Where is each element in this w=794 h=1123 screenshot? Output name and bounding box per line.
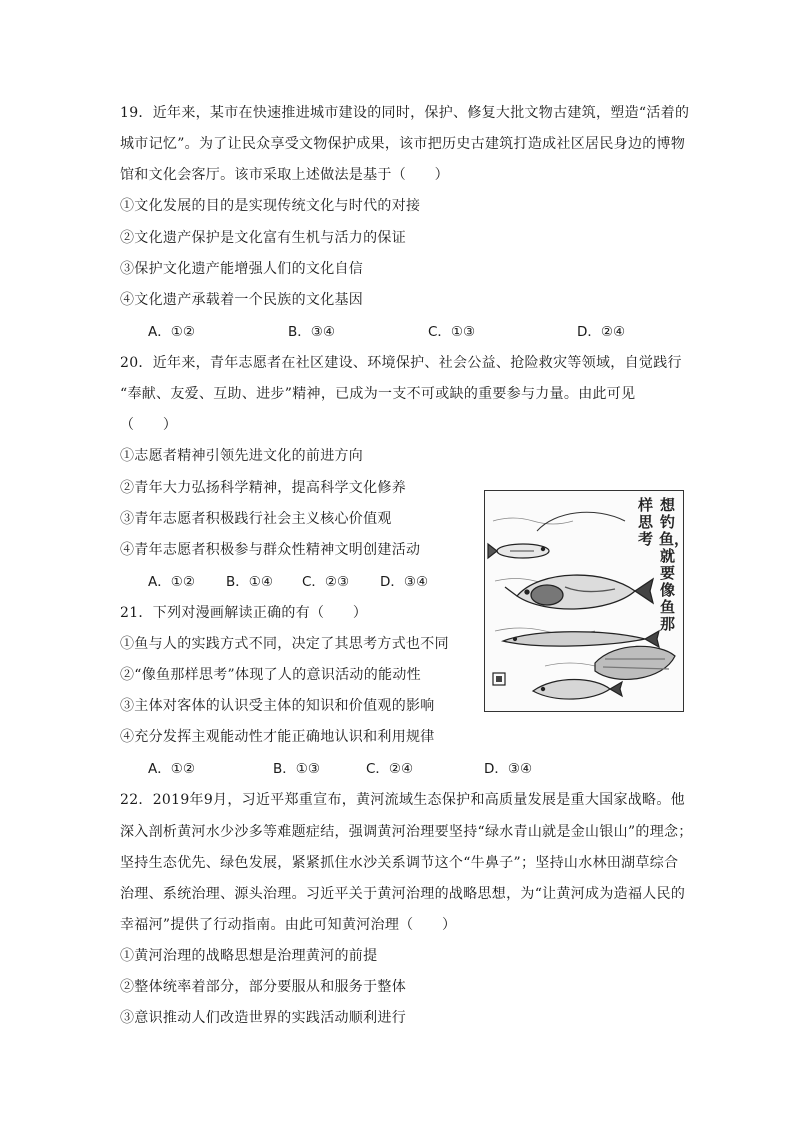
q22-stem-line-1: 22．2019年9月，习近平郑重宣布，黄河流域生态保护和高质量发展是重大国家战略。他	[120, 792, 685, 808]
q22-item-2: ②整体统率着部分，部分要服从和服务于整体	[120, 979, 406, 995]
fish-icon	[505, 575, 653, 609]
q21-item-3: ③主体对客体的认识受主体的知识和价值观的影响	[120, 698, 435, 714]
q21-option-c: C．②④	[366, 761, 414, 777]
fish-icon	[595, 646, 675, 679]
q22-stem-line-4: 治理、系统治理、源头治理。习近平关于黄河治理的战略思想，为“让黄河成为造福人民的	[120, 886, 686, 902]
q20-stem-line-2: “奉献、友爱、互助、进步”精神，已成为一支不可或缺的重要参与力量。由此可见	[120, 386, 636, 402]
q20-option-d: D．③④	[380, 574, 429, 590]
q22-item-1: ①黄河治理的战略思想是治理黄河的前提	[120, 948, 378, 964]
cartoon-caption-right: 想钓鱼，就要像鱼那	[659, 496, 690, 633]
q21-item-2: ②“像鱼那样思考”体现了人的意识活动的能动性	[120, 667, 421, 683]
q20-option-c: C．②③	[302, 574, 350, 590]
q20-stem-line-3: （ ）	[120, 417, 178, 433]
cartoon-caption-left: 样思考	[637, 496, 653, 548]
q21-option-b: B．①③	[273, 761, 320, 777]
q21-option-a: A．①②	[148, 761, 195, 777]
q21-item-1: ①鱼与人的实践方式不同，决定了其思考方式也不同	[120, 636, 449, 652]
q20-item-3: ③青年志愿者积极践行社会主义核心价值观	[120, 511, 392, 527]
q19-stem-line-3: 馆和文化会客厅。该市采取上述做法是基于（ ）	[120, 167, 449, 183]
q19-item-4: ④文化遗产承载着一个民族的文化基因	[120, 292, 364, 308]
q19-option-c: C．①③	[428, 324, 476, 340]
q19-option-d: D．②④	[577, 324, 626, 340]
q20-option-a: A．①②	[148, 574, 195, 590]
q21-option-d: D．③④	[484, 761, 533, 777]
q22-stem-line-5: 幸福河”提供了行动指南。由此可知黄河治理（ ）	[120, 917, 457, 933]
q20-item-1: ①志愿者精神引领先进文化的前进方向	[120, 448, 364, 464]
q19-stem-line-2: 城市记忆”。为了让民众享受文物保护成果，该市把历史古建筑打造成社区居民身边的博物	[120, 136, 686, 152]
q21-stem-line-1: 21．下列对漫画解读正确的有（ ）	[120, 605, 368, 621]
q19-item-3: ③保护文化遗产能增强人们的文化自信	[120, 261, 364, 277]
q21-item-4: ④充分发挥主观能动性才能正确地认识和利用规律	[120, 729, 435, 745]
q22-stem-line-2: 深入剖析黄河水少沙多等难题症结，强调黄河治理要坚持“绿水青山就是金山银山”的理念；	[120, 824, 693, 840]
q19-item-2: ②文化遗产保护是文化富有生机与活力的保证	[120, 230, 406, 246]
fish-icon	[488, 544, 549, 558]
q19-item-1: ①文化发展的目的是实现传统文化与时代的对接	[120, 198, 421, 214]
q20-option-b: B．①④	[226, 574, 273, 590]
q19-option-a: A．①②	[148, 324, 195, 340]
q19-stem-line-1: 19．近年来，某市在快速推进城市建设的同时，保护、修复大批文物古建筑，塑造“活着的	[120, 105, 690, 121]
q20-item-4: ④青年志愿者积极参与群众性精神文明创建活动	[120, 542, 421, 558]
q20-stem-line-1: 20．近年来，青年志愿者在社区建设、环境保护、社会公益、抢险救灾等领域，自觉践行	[120, 355, 682, 371]
fish-icon	[533, 680, 622, 700]
q22-stem-line-3: 坚持生态优先、绿色发展，紧紧抓住水沙关系调节这个“牛鼻子”；坚持山水林田湖草综合	[120, 855, 679, 871]
fish-icon	[503, 631, 659, 647]
q22-item-3: ③意识推动人们改造世界的实践活动顺利进行	[120, 1010, 406, 1026]
q19-option-b: B．③④	[288, 324, 335, 340]
fishing-cartoon	[484, 490, 690, 712]
q20-item-2: ②青年大力弘扬科学精神，提高科学文化修养	[120, 480, 406, 496]
